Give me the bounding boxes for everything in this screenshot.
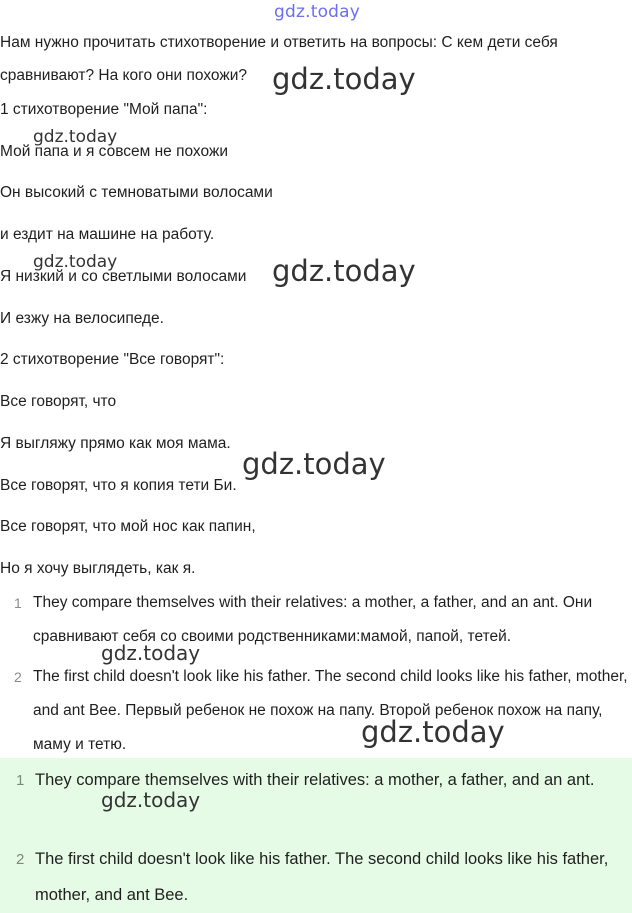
- poem-line: и ездит на машине на работу.: [0, 226, 215, 243]
- answer-number: 1: [14, 595, 22, 611]
- poem-line: Все говорят, что я копия тети Би.: [0, 477, 237, 494]
- poem-line: Я низкий и со светлыми волосами: [0, 268, 247, 285]
- poem-heading: 2 стихотворение "Все говорят":: [0, 351, 225, 368]
- poem-line: Мой папа и я совсем не похожи: [0, 143, 228, 160]
- highlighted-answers: [0, 758, 632, 913]
- watermark: gdz.today: [272, 62, 416, 96]
- watermark: gdz.today: [361, 715, 505, 749]
- poem-line: Он высокий с темноватыми волосами: [0, 184, 273, 201]
- poem-heading: 1 стихотворение "Мой папа":: [0, 101, 208, 118]
- watermark-logo: gdz.today: [274, 2, 361, 22]
- intro-line: Нам нужно прочитать стихотворение и ответить на вопросы: С кем дети себя: [0, 34, 558, 51]
- answer-number: 2: [14, 669, 22, 685]
- watermark: gdz.today: [272, 254, 416, 288]
- watermark: gdz.today: [33, 252, 118, 272]
- poem-line: Но я хочу выглядеть, как я.: [0, 560, 196, 577]
- answer-number: 1: [16, 772, 25, 789]
- answer-text: The first child doesn't look like his father. The second child looks like his father, mother, and ant Bee. Первый ребенок не похож на папу. Второй ребенок похож на папу, маму и тетю.: [33, 668, 628, 753]
- answer-text: The first child doesn't look like his father. The second child looks like his father, mother, and ant Bee.: [35, 850, 609, 904]
- intro-line: сравнивают? На кого они похожи?: [0, 67, 248, 84]
- watermark: gdz.today: [33, 127, 118, 147]
- poem-line: Все говорят, что мой нос как папин,: [0, 518, 256, 535]
- poem-line: Все говорят, что: [0, 393, 117, 410]
- watermark: gdz.today: [242, 447, 386, 481]
- answer-text: They compare themselves with their relatives: a mother, a father, and an ant. Они сравнивают себя со своими родственниками:мамой, папой, тетей.: [33, 594, 593, 645]
- watermark: gdz.today: [101, 788, 201, 812]
- watermark: gdz.today: [101, 641, 201, 665]
- poem-line: И езжу на велосипеде.: [0, 310, 164, 327]
- answer-text: They compare themselves with their relatives: a mother, a father, and an ant.: [35, 771, 595, 789]
- answer-number: 2: [16, 851, 25, 868]
- poem-line: Я выгляжу прямо как моя мама.: [0, 435, 231, 452]
